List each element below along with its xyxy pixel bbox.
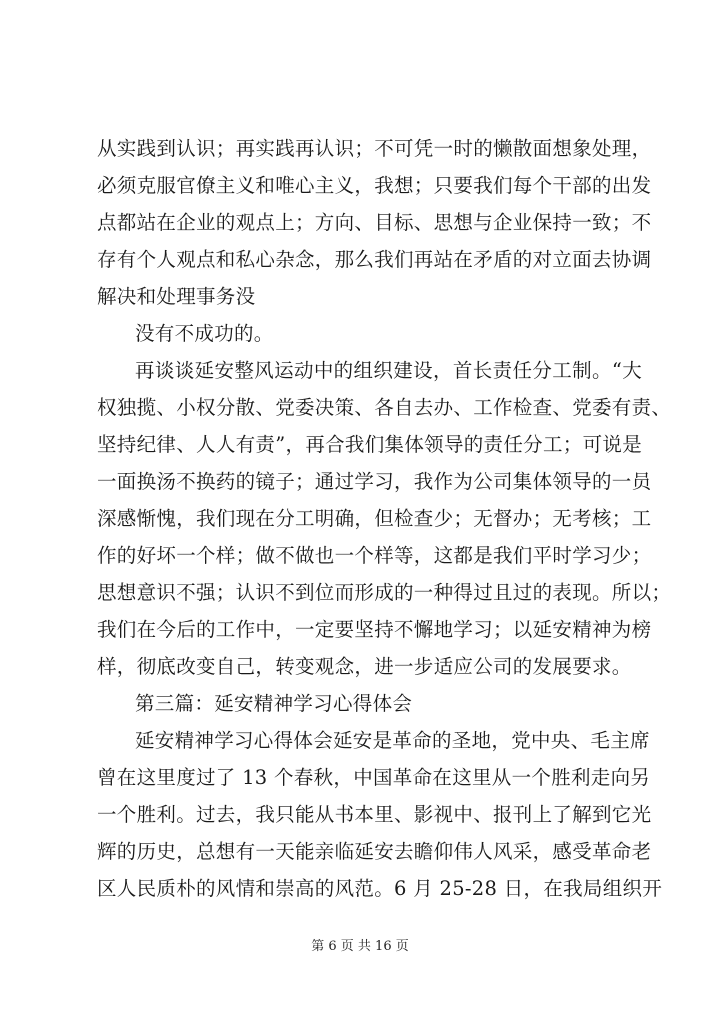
text-line: 样，彻底改变自己，转变观念，进一步适应公司的发展要求。 [97,655,632,678]
text-line: 我们在今后的工作中，一定要坚持不懈地学习；以延安精神为榜 [97,618,652,641]
text-line: 辉的历史，总想有一天能亲临延安去瞻仰伟人风采，感受革命老 [97,840,652,863]
text-line: 存有个人观点和私心杂念，那么我们再站在矛盾的对立面去协调 [97,248,652,271]
text-line: 区人民质朴的风情和崇高的风范。6 月 25-28 日，在我局组织开 [97,877,663,900]
text-line: 必须克服官僚主义和唯心主义，我想；只要我们每个干部的出发 [97,174,652,197]
section-heading: 第三篇：延安精神学习心得体会 [135,692,413,715]
text-line: 作的好坏一个样；做不做也一个样等，这都是我们平时学习少； [97,544,652,567]
text-line: 没有不成功的。 [135,322,274,345]
text-line: 从实践到认识；再实践再认识；不可凭一时的懒散面想象处理， [97,137,652,160]
text-line: 曾在这里度过了 13 个春秋，中国革命在这里从一个胜利走向另 [97,766,651,789]
paragraph-start: 再谈谈延安整风运动中的组织建设，首长责任分工制。“大 [135,359,642,382]
text-line: 一面换汤不换药的镜子；通过学习，我作为公司集体领导的一员 [97,470,652,493]
text-line: 思想意识不强；认识不到位而形成的一种得过且过的表现。所以； [97,581,672,604]
text-line: 点都站在企业的观点上；方向、目标、思想与企业保持一致；不 [97,211,652,234]
paragraph-start: 延安精神学习心得体会延安是革命的圣地，党中央、毛主席 [135,729,650,752]
text-line: 深感惭愧，我们现在分工明确，但检查少；无督办；无考核；工 [97,507,652,530]
text-line: 解决和处理事务没 [97,285,256,308]
text-line: 坚持纪律、人人有责”，再合我们集体领导的责任分工；可说是 [97,433,642,456]
text-line: 权独揽、小权分散、党委决策、各自去办、工作检查、党委有责、 [97,396,672,419]
text-line: 一个胜利。过去，我只能从书本里、影视中、报刊上了解到它光 [97,803,652,826]
page-footer: 第 6 页 共 16 页 [311,939,409,954]
